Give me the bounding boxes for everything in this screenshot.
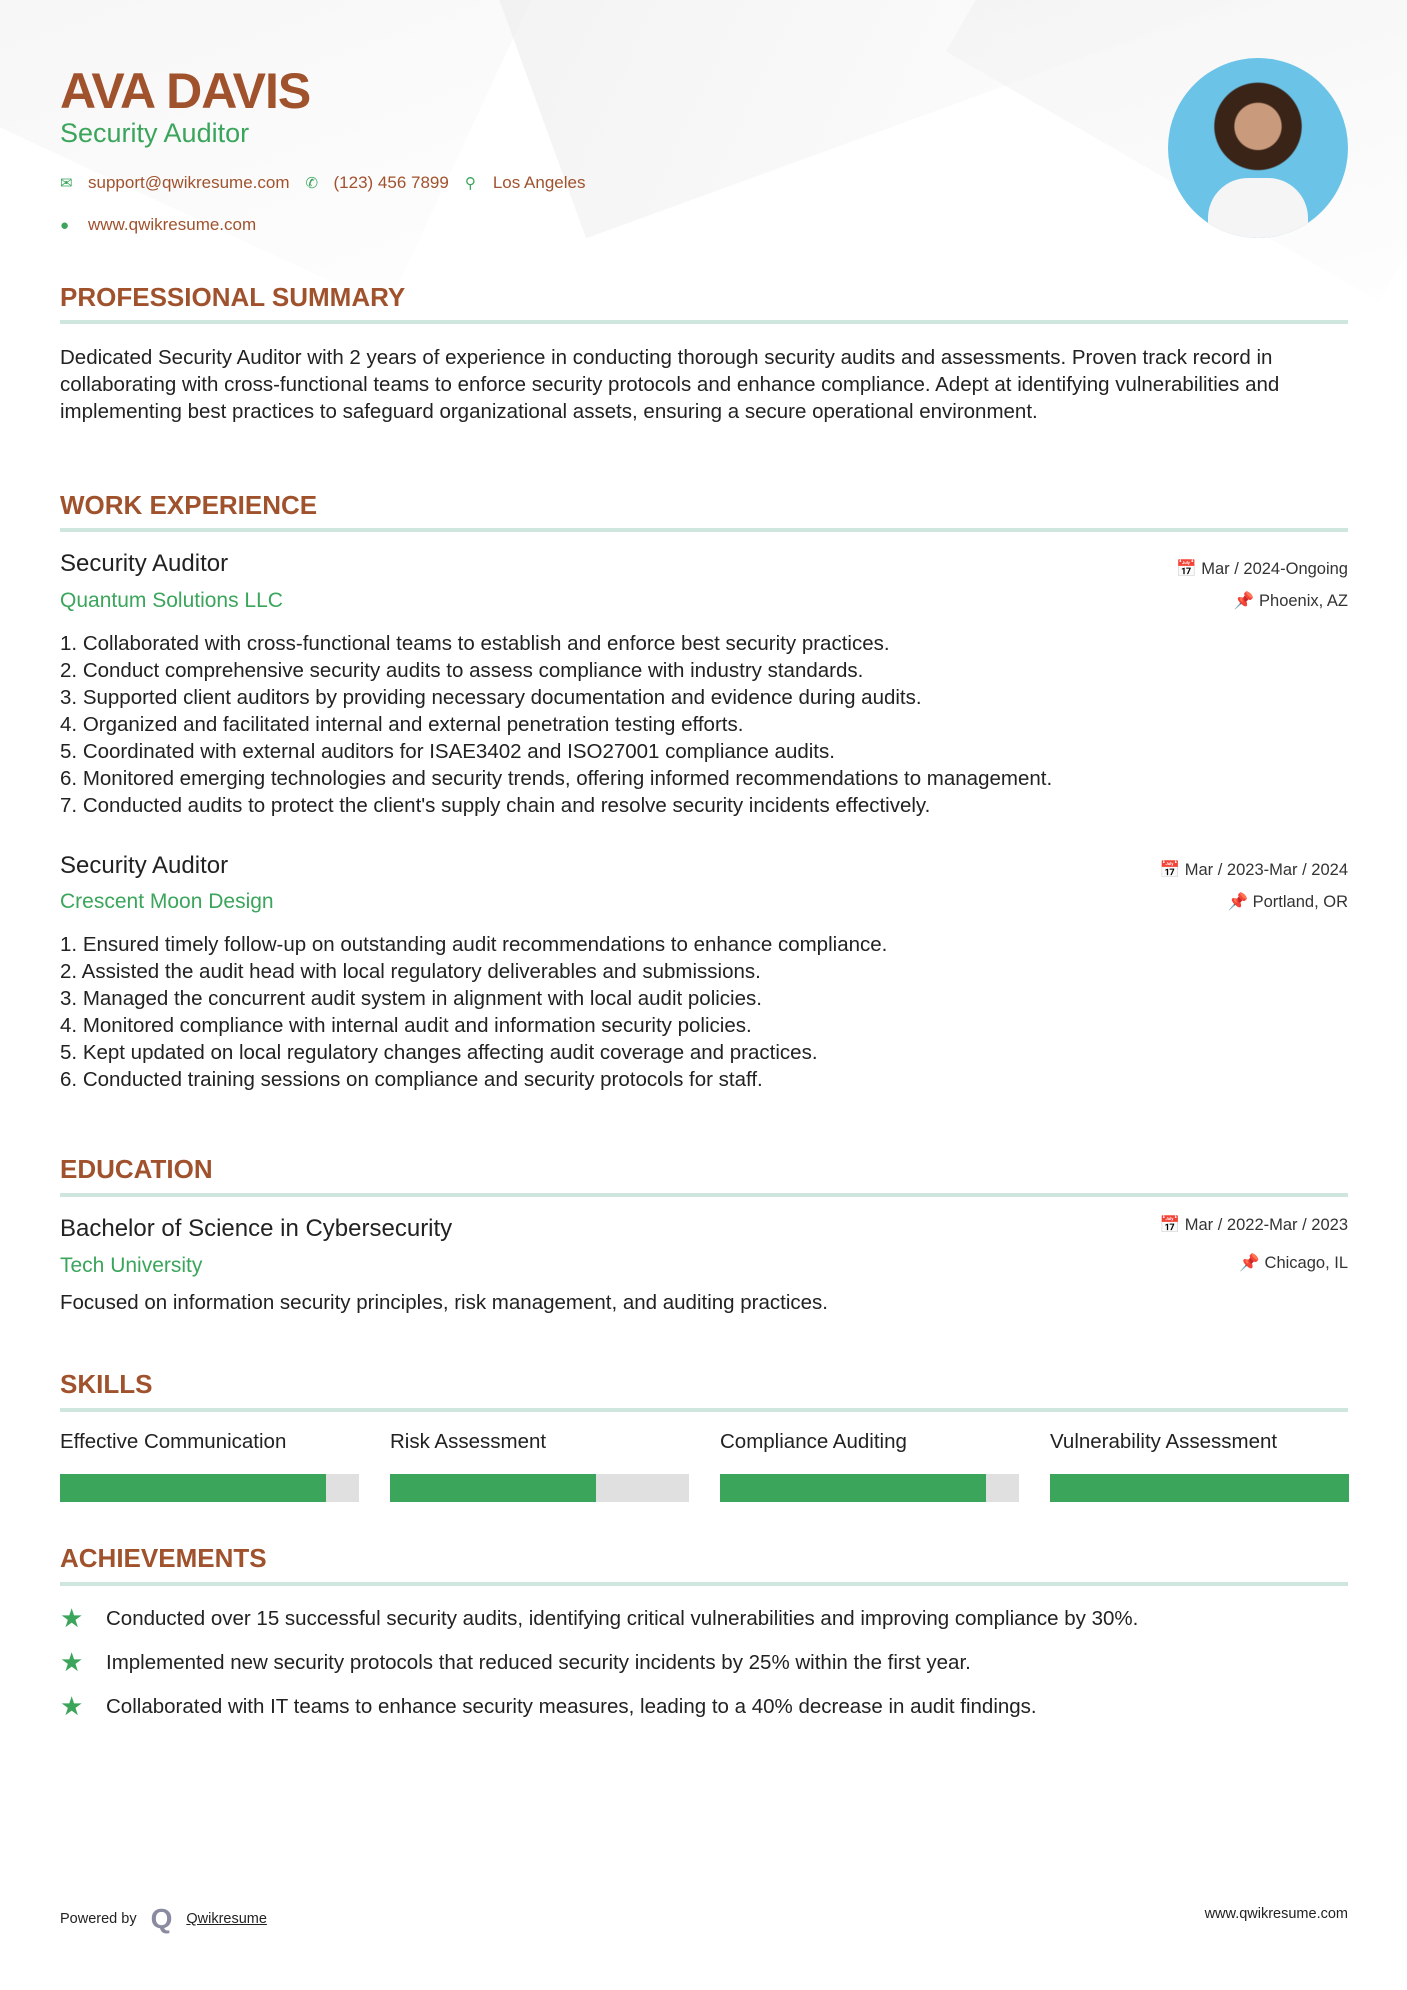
list-item: Supported client auditors by providing necessary documentation and evidence during audits. <box>82 686 922 709</box>
skill-name: Vulnerability Assessment <box>1050 1430 1278 1453</box>
list-item: Collaborated with cross-functional teams to establish and enforce best security practices. <box>82 632 890 655</box>
skill-name: Risk Assessment <box>390 1430 547 1453</box>
education-description: Focused on information security principles, risk management, and auditing practices. <box>60 1291 828 1314</box>
section-heading-summary: PROFESSIONAL SUMMARY <box>60 282 406 312</box>
job-dates-text: Mar / 2024-Ongoing <box>1201 560 1348 578</box>
powered-by-label: Powered by <box>60 1911 137 1927</box>
section-heading-skills: SKILLS <box>60 1369 153 1399</box>
list-item: Organized and facilitated internal and external penetration testing efforts. <box>82 713 744 736</box>
skill-name: Compliance Auditing <box>720 1430 907 1453</box>
education-location-text: Chicago, IL <box>1264 1254 1348 1272</box>
job-location <box>1227 893 1348 912</box>
job-location <box>1234 592 1348 611</box>
achievement-text: Collaborated with IT teams to enhance security measures, leading to a 40% decrease in audit findings. <box>106 1694 1037 1718</box>
website-link[interactable]: www.qwikresume.com <box>88 215 257 234</box>
profile-photo <box>1168 58 1348 238</box>
skill-bar <box>720 1474 1019 1502</box>
skill-name: Effective Communication <box>60 1430 287 1453</box>
achievement-item <box>60 1691 1037 1722</box>
achievement-text: Conducted over 15 successful security audits, identifying critical vulnerabilities and improving compliance by 30%. <box>106 1606 1139 1630</box>
list-item: Coordinated with external auditors for ISAE3402 and ISO27001 compliance audits. <box>82 740 835 763</box>
section-heading-work: WORK EXPERIENCE <box>60 490 318 520</box>
skill-item <box>1050 1430 1349 1502</box>
achievement-text: Implemented new security protocols that reduced security incidents by 25% within the first year. <box>106 1650 971 1674</box>
divider <box>60 1408 1348 1412</box>
star-icon: ★ <box>60 1603 84 1633</box>
skill-item <box>390 1430 689 1502</box>
location-text: Los Angeles <box>492 173 586 192</box>
job-company: Crescent Moon Design <box>60 890 274 913</box>
summary-text: Dedicated Security Auditor with 2 years of experience in conducting thorough security audits and assessments. Proven track record in collaborating with cross-functional teams to enforce security protocols and enhance compliance. Adept at identifying vulnerabilities and implementing best practices to safeguard organizational assets, ensuring a secure operational environment. <box>60 346 1280 423</box>
achievement-item <box>60 1603 1138 1634</box>
footer-powered <box>60 1903 267 1935</box>
section-heading-achievements: ACHIEVEMENTS <box>60 1543 267 1573</box>
list-item: Managed the concurrent audit system in alignment with local audit policies. <box>82 987 762 1010</box>
skill-bar-fill <box>390 1474 596 1502</box>
list-item: Kept updated on local regulatory changes affecting audit coverage and practices. <box>82 1041 818 1064</box>
phone-text: (123) 456 7899 <box>333 173 449 192</box>
job-dates <box>1176 560 1348 579</box>
divider <box>60 1193 1348 1197</box>
job-dates-text: Mar / 2023-Mar / 2024 <box>1184 861 1348 879</box>
job-dates <box>1160 861 1348 880</box>
job-title: Security Auditor <box>60 852 229 879</box>
skill-item <box>60 1430 359 1502</box>
job-title: Security Auditor <box>60 550 229 577</box>
job-location-text: Portland, OR <box>1252 893 1348 911</box>
divider <box>60 1582 1348 1586</box>
brand-link[interactable]: Qwikresume <box>186 1911 267 1927</box>
website-row <box>60 215 256 235</box>
education-location <box>1239 1254 1348 1273</box>
email-icon: ✉ <box>60 175 73 192</box>
skill-item <box>720 1430 1019 1502</box>
skill-bar <box>390 1474 689 1502</box>
calendar-icon: 📅 <box>1159 861 1185 879</box>
candidate-title: Security Auditor <box>60 118 250 148</box>
divider <box>60 320 1348 324</box>
list-item: Conducted training sessions on compliance and security protocols for staff. <box>82 1068 763 1091</box>
list-item: Conduct comprehensive security audits to assess compliance with industry standards. <box>82 659 864 682</box>
pushpin-icon: 📌 <box>1227 893 1253 911</box>
school-name: Tech University <box>60 1254 203 1277</box>
qwikresume-logo-icon: Q <box>150 1903 173 1934</box>
skill-bar-fill <box>720 1474 986 1502</box>
skill-bar-fill <box>60 1474 326 1502</box>
achievement-item <box>60 1647 971 1678</box>
footer-website[interactable]: www.qwikresume.com <box>1204 1906 1348 1922</box>
list-item: Ensured timely follow-up on outstanding audit recommendations to enhance compliance. <box>82 933 888 956</box>
list-item: Monitored compliance with internal audit and information security policies. <box>82 1014 752 1037</box>
job-bullets <box>60 931 1350 1093</box>
job-bullets <box>60 630 1350 819</box>
skill-bar <box>60 1474 359 1502</box>
section-heading-education: EDUCATION <box>60 1154 213 1184</box>
email-link[interactable]: support@qwikresume.com <box>88 173 290 192</box>
phone-icon: ✆ <box>305 175 319 192</box>
education-dates <box>1160 1216 1348 1235</box>
list-item: Conducted audits to protect the client's supply chain and resolve security incidents effectively. <box>82 794 931 817</box>
divider <box>60 528 1348 532</box>
contact-row <box>60 173 585 193</box>
list-item: Assisted the audit head with local regulatory deliverables and submissions. <box>81 960 761 983</box>
calendar-icon: 📅 <box>1176 560 1202 578</box>
list-item: Monitored emerging technologies and security trends, offering informed recommendations to management. <box>82 767 1053 790</box>
star-icon: ★ <box>60 1647 84 1677</box>
location-pin-icon: ⚲ <box>464 175 476 192</box>
pushpin-icon: 📌 <box>1233 592 1260 610</box>
candidate-name: AVA DAVIS <box>60 63 311 119</box>
star-icon: ★ <box>60 1691 84 1721</box>
job-company: Quantum Solutions LLC <box>60 589 283 612</box>
pushpin-icon: 📌 <box>1239 1254 1265 1272</box>
degree-title: Bachelor of Science in Cybersecurity <box>60 1215 453 1242</box>
education-dates-text: Mar / 2022-Mar / 2023 <box>1184 1216 1348 1234</box>
job-location-text: Phoenix, AZ <box>1259 592 1348 610</box>
globe-icon: ● <box>60 216 70 234</box>
calendar-icon: 📅 <box>1159 1216 1185 1234</box>
skill-bar <box>1050 1474 1349 1502</box>
skill-bar-fill <box>1050 1474 1349 1502</box>
